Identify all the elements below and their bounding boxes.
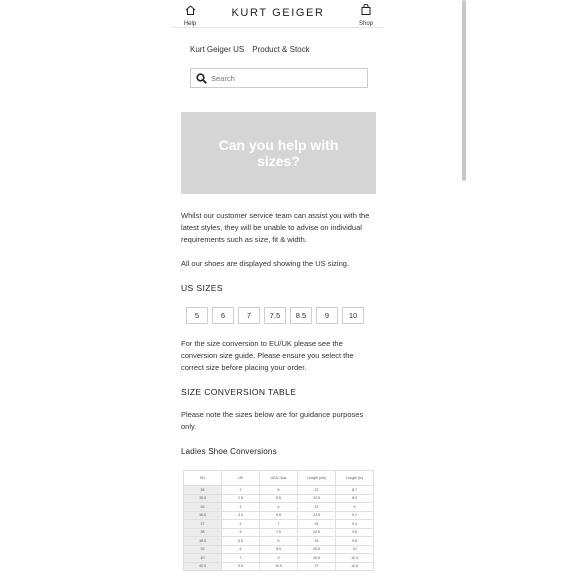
table-cell: 9 bbox=[260, 554, 298, 563]
table-cell: 9.5 bbox=[222, 562, 260, 571]
table-cell: 8.7 bbox=[336, 486, 374, 495]
table-cell: 38.5 bbox=[184, 537, 222, 546]
table-cell: 8 bbox=[260, 537, 298, 546]
table-cell: 25 bbox=[298, 537, 336, 546]
table-cell: 22 bbox=[298, 486, 336, 495]
table-cell: 10.4 bbox=[336, 554, 374, 563]
table-cell: 9 bbox=[336, 503, 374, 512]
table-row bbox=[184, 503, 374, 512]
search-icon[interactable] bbox=[196, 73, 207, 84]
column-header: EU bbox=[184, 471, 222, 486]
table-row bbox=[184, 562, 374, 571]
table-row bbox=[184, 494, 374, 503]
table-cell: 38 bbox=[184, 528, 222, 537]
size-table bbox=[183, 470, 374, 571]
table-cell: 3 bbox=[222, 503, 260, 512]
header bbox=[172, 0, 384, 28]
table-cell: 26.5 bbox=[298, 554, 336, 563]
table-row bbox=[184, 554, 374, 563]
breadcrumb-item-product-stock[interactable]: Product & Stock bbox=[252, 45, 310, 54]
table-row bbox=[184, 486, 374, 495]
table-cell: 5 bbox=[222, 528, 260, 537]
table-cell: 7 bbox=[260, 520, 298, 529]
table-cell: 7.5 bbox=[260, 528, 298, 537]
size-option[interactable]: 8.5 bbox=[290, 307, 312, 324]
table-cell: 23 bbox=[298, 503, 336, 512]
ladies-conversions-heading: Ladies Shoe Conversions bbox=[181, 447, 277, 456]
home-icon bbox=[185, 5, 196, 15]
table-cell: 36.5 bbox=[184, 511, 222, 520]
intro-paragraph: Whilst our customer service team can assist you with the latest styles, they will be unable to advise on individual requirements such as size, fit & width. bbox=[181, 211, 370, 244]
table-cell: 9.6 bbox=[336, 528, 374, 537]
table-cell: 5 bbox=[260, 486, 298, 495]
table-cell: 40.5 bbox=[184, 562, 222, 571]
column-header: Length (cm) bbox=[298, 471, 336, 486]
table-cell: 24.5 bbox=[298, 528, 336, 537]
page bbox=[172, 0, 384, 580]
conversion-table bbox=[183, 470, 374, 571]
shopping-bag-icon bbox=[361, 4, 371, 15]
table-cell: 9.1 bbox=[336, 511, 374, 520]
brand-logo[interactable]: KURT GEIGER bbox=[231, 7, 325, 19]
table-cell: 5.5 bbox=[222, 537, 260, 546]
table-cell: 6 bbox=[222, 545, 260, 554]
shop-link[interactable] bbox=[356, 2, 376, 28]
table-cell: 24 bbox=[298, 520, 336, 529]
search-input[interactable] bbox=[211, 71, 361, 85]
table-cell: 27 bbox=[298, 562, 336, 571]
table-row bbox=[184, 520, 374, 529]
table-cell: 40 bbox=[184, 554, 222, 563]
help-link[interactable] bbox=[180, 2, 200, 28]
size-option[interactable]: 10 bbox=[342, 307, 364, 324]
table-cell: 36 bbox=[184, 503, 222, 512]
table-row bbox=[184, 545, 374, 554]
table-cell: 10.6 bbox=[336, 562, 374, 571]
size-option[interactable]: 6 bbox=[212, 307, 234, 324]
table-header-row bbox=[184, 471, 374, 486]
us-sizing-note: All our shoes are displayed showing the US sizing. bbox=[181, 259, 350, 268]
table-row bbox=[184, 528, 374, 537]
size-option[interactable]: 7 bbox=[238, 307, 260, 324]
size-conversion-heading: SIZE CONVERSION TABLE bbox=[181, 387, 297, 397]
table-cell: 25.5 bbox=[298, 545, 336, 554]
breadcrumb-item-kurt-geiger-us[interactable]: Kurt Geiger US bbox=[190, 45, 245, 54]
size-option[interactable]: 5 bbox=[186, 307, 208, 324]
table-cell: 6 bbox=[260, 503, 298, 512]
table-cell: 2 bbox=[222, 486, 260, 495]
conversion-note: For the size conversion to EU/UK please see the conversion size guide. Please ensure you select the correct size before placing your order. bbox=[181, 339, 354, 372]
table-cell: 7 bbox=[222, 554, 260, 563]
help-banner bbox=[181, 112, 376, 194]
column-header: USA / Aus bbox=[260, 471, 298, 486]
table-row bbox=[184, 537, 374, 546]
table-cell: 8.9 bbox=[336, 494, 374, 503]
table-cell: 5.5 bbox=[260, 494, 298, 503]
help-label: Help bbox=[183, 21, 197, 27]
column-header: UK bbox=[222, 471, 260, 486]
table-cell: 23.5 bbox=[298, 511, 336, 520]
table-cell: 6.5 bbox=[260, 511, 298, 520]
table-cell: 10.5 bbox=[260, 562, 298, 571]
table-cell: 4 bbox=[222, 520, 260, 529]
table-cell: 10 bbox=[336, 545, 374, 554]
table-cell: 22.5 bbox=[298, 494, 336, 503]
column-header: Length (in) bbox=[336, 471, 374, 486]
table-cell: 2.5 bbox=[222, 494, 260, 503]
scrollbar[interactable] bbox=[462, 0, 466, 181]
us-sizes-heading: US SIZES bbox=[181, 283, 223, 293]
table-cell: 39 bbox=[184, 545, 222, 554]
table-cell: 9.8 bbox=[336, 537, 374, 546]
banner-title: Can you help with sizes? bbox=[218, 137, 339, 169]
shop-label: Shop bbox=[358, 21, 373, 27]
table-cell: 9.4 bbox=[336, 520, 374, 529]
table-cell: 3.5 bbox=[222, 511, 260, 520]
guidance-note: Please note the sizes below are for guidance purposes only. bbox=[181, 410, 364, 431]
breadcrumb bbox=[190, 45, 310, 54]
search-box[interactable] bbox=[190, 68, 368, 88]
table-cell: 35 bbox=[184, 486, 222, 495]
size-option[interactable]: 9 bbox=[316, 307, 338, 324]
size-list bbox=[186, 307, 364, 324]
table-cell: 8.5 bbox=[260, 545, 298, 554]
table-cell: 37 bbox=[184, 520, 222, 529]
size-option[interactable]: 7.5 bbox=[264, 307, 286, 324]
table-cell: 35.5 bbox=[184, 494, 222, 503]
table-row bbox=[184, 511, 374, 520]
